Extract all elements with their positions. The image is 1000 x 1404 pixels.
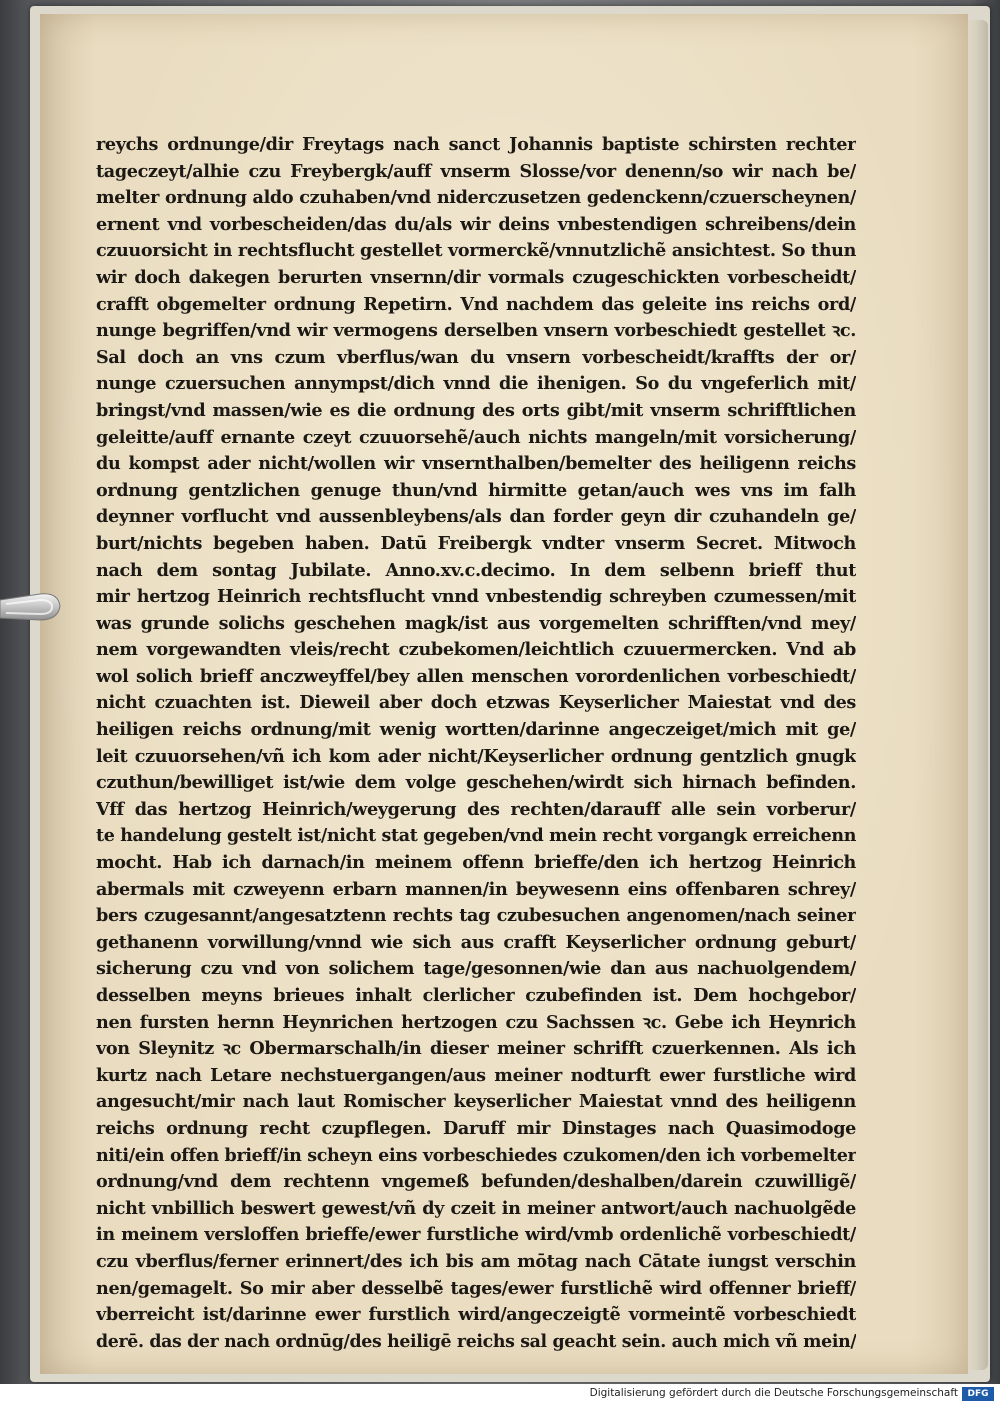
text-line: kurtz nach Letare nechstuergangen/aus meiner nodturft ewer furstliche wird [96,1064,856,1086]
text-line: niti/ein offen brieff/in scheyn eins vorbeschiedes czukomen/den ich vorbemelter [96,1144,856,1166]
text-line: melter ordnung aldo czuhaben/vnd niderczusetzen gedenckenn/czuerscheynen/ [96,187,856,209]
text-line: tageczeyt/alhie czu Freybergk/auff vnserm Slosse/vor denenn/so wir nach be/ [96,160,856,182]
text-line: sicherung czu vnd von solichem tage/gesonnen/wie dan aus nachuolgendem/ [96,958,856,980]
text-line: czuuorsicht in rechtsflucht gestellet vormerckẽ/vnnutzlichẽ ansichtest. So thun [96,240,856,262]
funding-notice: Digitalisierung gefördert durch die Deutsche Forschungsgemeinschaft [589,1387,958,1399]
text-line: burt/nichts begeben haben. Datū Freibergk vndter vnserm Secret. Mitwoch [96,532,856,554]
text-line: du kompst ader nicht/wollen wir vnsernthalben/bemelter des heiligenn reichs [96,453,856,475]
text-line: geleitte/auff ernante czeyt czuuorsehẽ/auch nichts mangeln/mit vorsicherung/ [96,426,856,448]
paper-clip-icon [0,588,62,628]
text-line: nem vorgewandten vleis/recht czubekomen/leichtlich czuuermercken. Vnd ab [96,639,856,661]
body-text [96,132,856,1352]
text-line: nen/gemagelt. So mir aber desselbẽ tages/ewer furstlichẽ wird offenner brieff/ [96,1277,856,1299]
text-line: was grunde solichs geschehen magk/ist aus vorgemelten schrifften/vnd mey/ [96,612,856,634]
text-line: Sal doch an vns czum vberflus/wan du vnsern vorbescheidt/kraffts der or/ [96,346,856,368]
text-line: nicht vnbillich beswert gewest/vñ dy czeit in meiner antwort/auch nachuolgẽde [96,1197,856,1219]
text-line: Vff das hertzog Heinrich/weygerung des rechten/darauff alle sein vorberur/ [96,798,856,820]
text-line: bers czugesannt/angesatztenn rechts tag czubesuchen angenomen/nach seiner [96,905,856,927]
text-line: vberreicht ist/darinne ewer furstlich wird/angeczeigtẽ vormeintẽ vorbeschiedt [96,1304,856,1326]
dfg-logo: DFG [962,1387,994,1401]
text-line: nunge czuersuchen annympst/dich vnnd die ihenigen. So du vngeferlich mit/ [96,373,856,395]
text-line: abermals mit czweyenn erbarn mannen/in beywesenn eins offenbaren schrey/ [96,878,856,900]
text-line: angesucht/mir nach laut Romischer keyserlicher Maiestat vnnd des heiligenn [96,1091,856,1113]
text-line: bringst/vnd massen/wie es die ordnung des orts gibt/mit vnserm schrifftlichen [96,399,856,421]
text-line: nach dem sontag Jubilate. Anno.xv.c.decimo. In dem selbenn brieff thut [96,559,856,581]
text-line: nicht czuachten ist. Dieweil aber doch etzwas Keyserlicher Maiestat vnd des [96,692,856,714]
text-line: derē. das der nach ordnūg/des heiligē reichs sal geacht sein. auch mich vñ mein/ [96,1330,856,1352]
text-line: nen fursten hernn Heynrichen hertzogen czu Sachssen ꝛc. Gebe ich Heynrich [96,1011,856,1033]
text-line: gethanenn vorwillung/vnnd wie sich aus crafft Keyserlicher ordnung geburt/ [96,931,856,953]
text-line: ordnung gentzlichen genuge thun/vnd hirmitte getan/auch wes vns im falh [96,479,856,501]
text-line: von Sleynitz ꝛc Obermarschalh/in dieser meiner schrifft czuerkennen. Als ich [96,1038,856,1060]
text-line: mir hertzog Heinrich rechtsflucht vnnd vnbestendig schreyben czumessen/mit [96,586,856,608]
text-line: leit czuuorsehen/vñ ich kom ader nicht/Keyserlicher ordnung gentzlich gnugk [96,745,856,767]
text-line: crafft obgemelter ordnung Repetirn. Vnd nachdem das geleite ins reichs ord/ [96,293,856,315]
text-line: reychs ordnunge/dir Freytags nach sanct Johannis baptiste schirsten rechter [96,134,856,155]
text-line: czu vberflus/ferner erinnert/des ich bis am mōtag nach Cātate iungst verschin [96,1250,856,1272]
text-line: in meinem versloffen brieffe/ewer furstliche wird/vmb ordenlichẽ vorbeschiedt/ [96,1224,856,1246]
text-line: heiligen reichs ordnung/mit wenig wortten/darinne angeczeiget/mich mit ge/ [96,719,856,741]
text-line: mocht. Hab ich darnach/in meinem offenn brieffe/den ich hertzog Heinrich [96,852,856,874]
text-line: czuthun/bewilliget ist/wie dem volge geschehen/wirdt sich hirnach befinden. [96,772,856,794]
text-line: te handelung gestelt ist/nicht stat gegeben/vnd mein recht vorgangk erreichenn [96,825,856,847]
text-line: ordnung/vnd dem rechtenn vngemeß befunden/deshalben/darein czuwilligẽ/ [96,1171,856,1193]
text-line: wol solich brieff anczweyffel/bey allen menschen vorordenlichen vorbeschiedt/ [96,665,856,687]
text-line: deynner vorflucht vnd aussenbleybens/als dan forder geyn dir czuhandeln ge/ [96,506,856,528]
text-line: desselben meyns brieues inhalt clerlicher czubefinden ist. Dem hochgebor/ [96,985,856,1006]
text-line: nunge begriffen/vnd wir vermogens derselben vnsern vorbeschiedt gestellet ꝛc. [96,320,856,342]
text-line: wir doch dakegen berurten vnsernn/dir vormals czugeschickten vorbescheidt/ [96,266,856,288]
text-line: ernent vnd vorbescheiden/das du/als wir deins vnbestendigen schreibens/dein [96,213,856,235]
text-line: reichs ordnung recht czupflegen. Daruff mir Dinstages nach Quasimodoge [96,1117,856,1139]
